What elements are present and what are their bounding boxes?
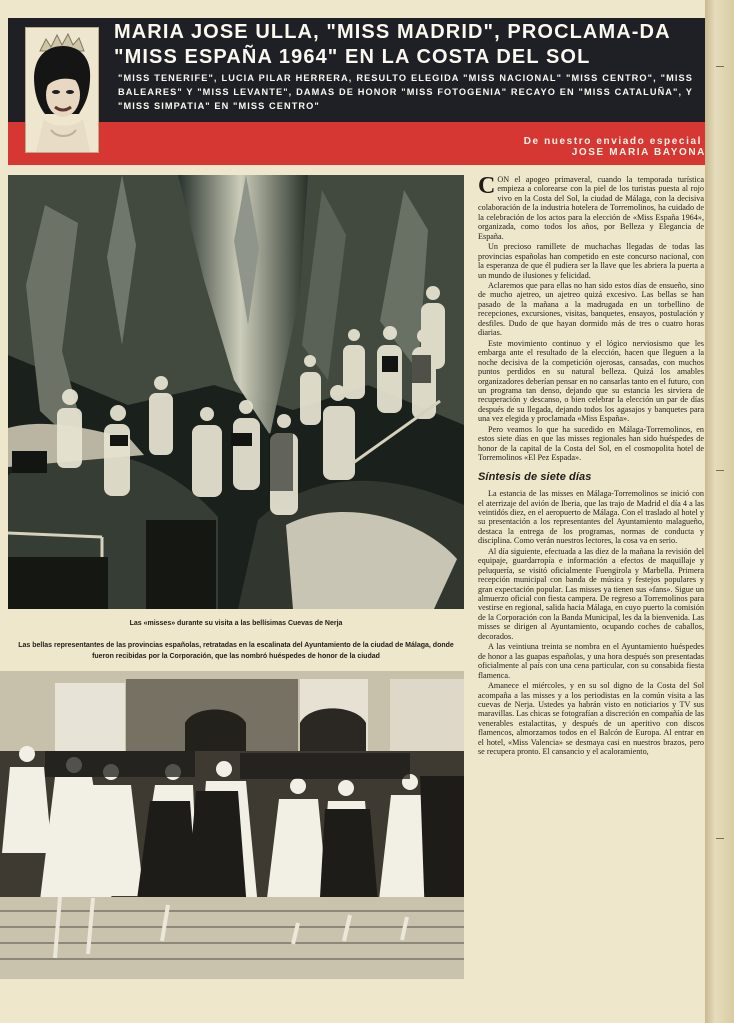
article-paragraph: La estancia de las misses en Málaga-Torremolinos se inició con el aterrizaje del avión de Iberia, que las trajo de Madrid el día 4 a las veintidós diez, en el aeropuerto de Málaga. Con el traslado al hotel y su presentación a los representantes del Ayuntamiento malagueño, destaca la entrega de los programas, normas de conducta y disciplina. Como verán nuestros lectores, la cosa va en serio. xyxy=(478,489,704,546)
binding-mark xyxy=(716,470,724,471)
page-binding-gutter xyxy=(705,0,734,1023)
article-subheadline: "MISS TENERIFE", LUCIA PILAR HERRERA, RESULTO ELEGIDA "MISS NACIONAL" "MISS CENTRO", "MISS BALEARES" Y "MISS LEVANTE", DAMAS DE HONOR "MISS FOTOGENIA" RECAYO EN "MISS CATALUÑA", Y "MISS SIMPATIA" EN "MISS CENTRO" xyxy=(118,73,693,111)
article-paragraph: A las veintiuna treinta se nombra en el Ayuntamiento huéspedes de honor a las guapas españolas, y una hora después son presentadas oficialmente al país con una cena particular, con su consabida fiesta flamenca. xyxy=(478,642,704,680)
article-headline: MARIA JOSE ULLA, "MISS MADRID", PROCLAMA-DA "MISS ESPAÑA 1964" EN LA COSTA DEL SOL xyxy=(114,21,670,68)
city-hall-group-photo xyxy=(0,671,464,979)
article-body-column xyxy=(478,175,704,758)
cave-group-photo xyxy=(8,175,464,609)
byline xyxy=(524,136,706,158)
byline-role: De nuestro enviado especial xyxy=(523,136,702,147)
photo2-caption: Las bellas representantes de las provincias españolas, retratadas en la escalinata del Ayuntamiento de la ciudad de Málaga, donde fueron recibidas por la Corporación, que las nombró huéspedes de honor de la ciudad xyxy=(18,642,454,660)
article-paragraph: Al día siguiente, efectuada a las diez de la mañana la revisión del equipaje, guardarropía e información a efectos de maquillaje y peluquería, se visitó oficialmente Fuengirola y Marbella. Primera recepción municipal con banda de música y festejos populares y gran expectación popular. Las misses ya tienen sus «fans». Sigue un almuerzo oficial con fiesta campera. De regreso a Torremolinos para vestirse en regional, salida hacia Málaga, en cuyo puerto la comisión de la Corporación con la Banda Municipal, les da la bienvenida. Las misses se dirigen al Ayuntamiento, ocupando coches de caballos, decorados. xyxy=(478,546,704,641)
article-paragraph: Este movimiento continuo y el lógico nerviosismo que les embarga ante el resultado de la elección, hacen que lleguen a la noche decisiva de la competición ojerosas, cansadas, con muchos puntos perdidos en su natural belleza. Quizá los amables organizadores deberían pensar en no cansarlas tanto en el futuro, con un programa tan denso, dejando que su estancia les sirviera de recuperación y descanso, o bien celebrar la elección un par de días después de su llegada, dejando todos los agasajos y banquetes para una vez elegida y proclamada «Miss España». xyxy=(478,338,704,424)
binding-mark xyxy=(716,66,724,67)
photo1-caption: Las «misses» durante su visita a las bellísimas Cuevas de Nerja xyxy=(129,620,343,627)
byline-author: JOSE MARIA BAYONA xyxy=(571,147,706,158)
article-paragraph: Pero veamos lo que ha sucedido en Málaga-Torremolinos, en estos siete días en que las misses regionales han sido huéspedes de honor de la capital de la Costa del Sol, en el cosmopolita hotel de Torremolinos «El Pez Espada». xyxy=(478,424,704,463)
article-paragraph: Aclaremos que para ellas no han sido estos días de ensueño, sino de mucho ajetreo, un ajetreo quizá excesivo. Las bellas se han pasado de la mañana a la madrugada en un torbellino de recepciones, excursiones, visitas, banquetes, ensayos, postulación y desfiles. Dudo de que hayan dormido más de tres o cuatro horas diarias. xyxy=(478,280,704,338)
article-paragraph: Amanece el miércoles, y en su sol digno de la Costa del Sol acompaña a las misses y a los periodistas en la común visita a las cuevas de Nerja. Ustedes ya habrán visto en noticiarios y TV sus maravillas. Las chicas se fotografían a discreción en compañía de las venerables estalactitas, y después de un aperitivo con discos flamencos, almorzamos todos en el Balcón de Europa. Al entrar en el hotel, «Miss Valencia» se desmaya casi en nuestros brazos, pero se recupera pronto. El cansancio y el acaloramiento, xyxy=(478,681,704,757)
portrait-photo xyxy=(25,27,99,153)
section-heading: Síntesis de siete días xyxy=(478,470,592,483)
article-paragraph: CON el apogeo primaveral, cuando la temporada turística empieza a colorearse con la piel de los turistas puesta al rojo vivo en la Costa del Sol, la ciudad de Málaga, con la decisiva colaboración de la industria hotelera de Torremolinos, ha cuidado de la celebración de los actos para la elección de «Miss España 1964», organizada, como todos los años, por Belleza y Elegancia de España. xyxy=(478,173,704,241)
binding-mark xyxy=(716,838,724,839)
article-paragraph: Un precioso ramillete de muchachas llegadas de todas las provincias españolas han competido en este concurso nacional, con la esperanza de que él pudiera ser la llave que les abriera la puerta a un mundo de ilusiones y felicidad. xyxy=(478,242,704,280)
